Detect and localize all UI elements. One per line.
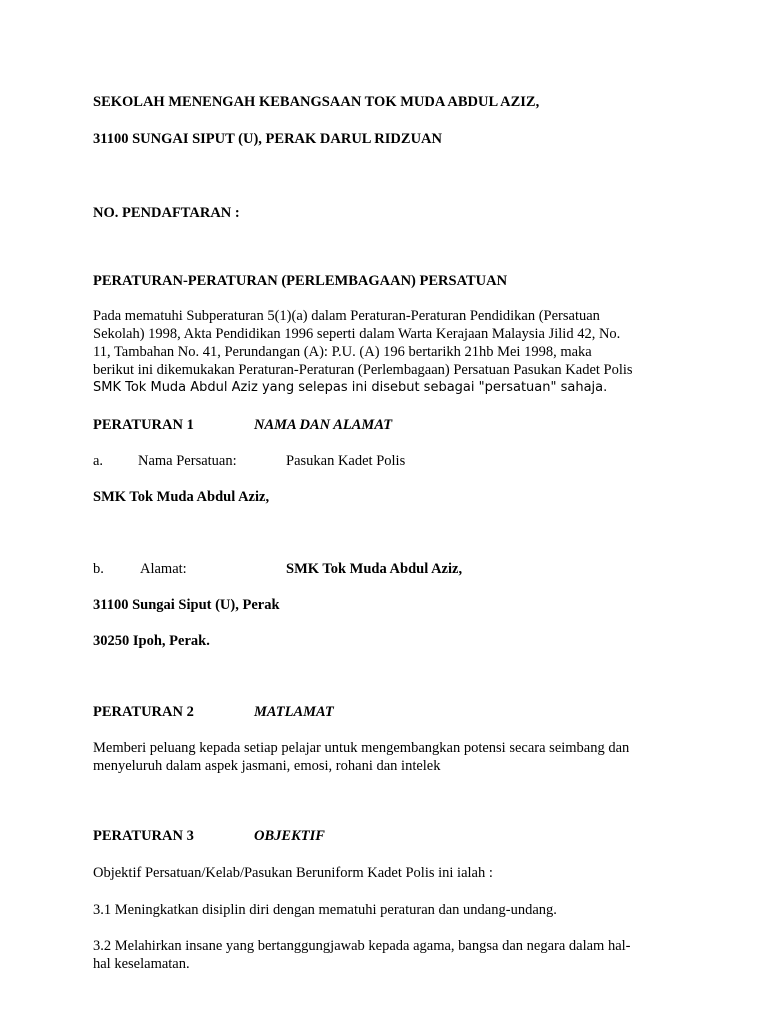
rule1-item-b-letter: b.: [93, 561, 104, 577]
rule1-item-b-value: SMK Tok Muda Abdul Aziz,: [286, 561, 463, 577]
rule1-item-b-value-line3: 30250 Ipoh, Perak.: [93, 633, 210, 649]
rule3-label: PERATURAN 3: [93, 828, 194, 844]
rule3-item-2-line-2: hal keselamatan.: [93, 956, 190, 972]
intro-line-4: berikut ini dikemukakan Peraturan-Peraturan (Perlembagaan) Persatuan Pasukan Kadet Polis: [93, 362, 633, 378]
intro-line-3: 11, Tambahan No. 41, Perundangan (A): P.U. (A) 196 bertarikh 21hb Mei 1998, maka: [93, 344, 592, 360]
school-name: SEKOLAH MENENGAH KEBANGSAAN TOK MUDA ABDUL AZIZ,: [93, 94, 540, 110]
rule1-item-b-label: Alamat:: [140, 561, 187, 577]
rule1-item-a-value-line2: SMK Tok Muda Abdul Aziz,: [93, 489, 270, 505]
rule2-heading: MATLAMAT: [254, 704, 334, 720]
document-title: PERATURAN-PERATURAN (PERLEMBAGAAN) PERSATUAN: [93, 273, 508, 289]
rule1-label: PERATURAN 1: [93, 417, 194, 433]
rule3-item-2-line-1: 3.2 Melahirkan insane yang bertanggungjawab kepada agama, bangsa dan negara dalam hal-: [93, 938, 631, 954]
rule2-line-2: menyeluruh dalam aspek jasmani, emosi, rohani dan intelek: [93, 758, 441, 774]
school-address: 31100 SUNGAI SIPUT (U), PERAK DARUL RIDZUAN: [93, 131, 442, 147]
rule3-heading: OBJEKTIF: [254, 828, 325, 844]
rule2-label: PERATURAN 2: [93, 704, 194, 720]
registration-label: NO. PENDAFTARAN :: [93, 205, 240, 221]
rule1-item-b-value-line2: 31100 Sungai Siput (U), Perak: [93, 597, 280, 613]
rule1-item-a-letter: a.: [93, 453, 104, 469]
rule3-item-1: 3.1 Meningkatkan disiplin diri dengan mematuhi peraturan dan undang-undang.: [93, 902, 557, 918]
intro-line-2: Sekolah) 1998, Akta Pendidikan 1996 seperti dalam Warta Kerajaan Malaysia Jilid 42, No.: [93, 326, 621, 342]
rule1-item-a-label: Nama Persatuan:: [138, 453, 237, 469]
rule2-line-1: Memberi peluang kepada setiap pelajar untuk mengembangkan potensi secara seimbang dan: [93, 740, 630, 756]
rule3-intro: Objektif Persatuan/Kelab/Pasukan Beruniform Kadet Polis ini ialah :: [93, 865, 493, 881]
intro-line-1: Pada mematuhi Subperaturan 5(1)(a) dalam Peraturan-Peraturan Pendidikan (Persatuan: [93, 308, 600, 324]
rule1-heading: NAMA DAN ALAMAT: [254, 417, 393, 433]
intro-line-5: SMK Tok Muda Abdul Aziz yang selepas ini disebut sebagai "persatuan" sahaja.: [93, 380, 608, 395]
rule1-item-a-value: Pasukan Kadet Polis: [286, 453, 406, 469]
